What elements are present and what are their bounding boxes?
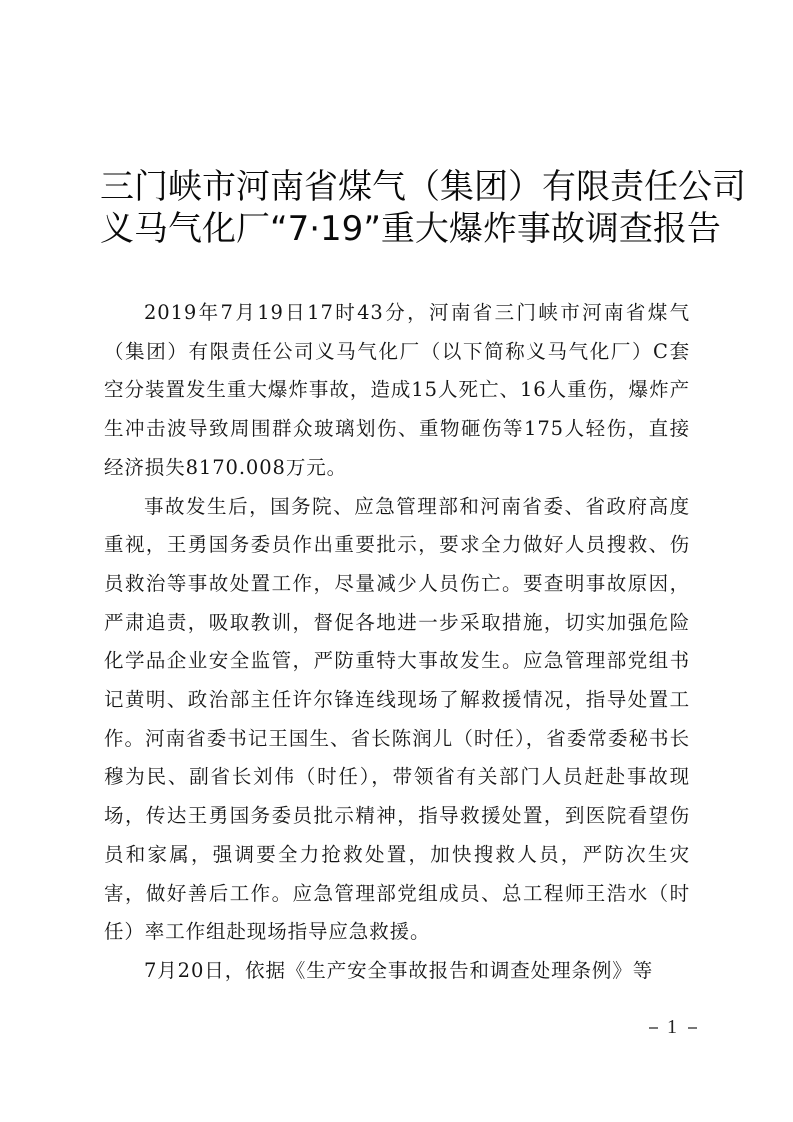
dash-right (688, 1027, 697, 1029)
title-line-1: 三门峡市河南省煤气（集团）有限责任公司 (100, 167, 746, 207)
page-number-value: 1 (667, 1016, 679, 1038)
dash-left (649, 1027, 658, 1029)
paragraph-accident-summary: 2019年7月19日17时43分，河南省三门峡市河南省煤气（集团）有限责任公司义马气化厂（以下简称义马气化厂）C套空分装置发生重大爆炸事故，造成15人死亡、16人重伤，爆炸产生冲击波导致周围群众玻璃划伤、重物砸伤等175人轻伤，直接经济损失8170.008万元。 (104, 301, 690, 479)
document-title (100, 166, 746, 250)
paragraph-emergency-response: 事故发生后，国务院、应急管理部和河南省委、省政府高度重视，王勇国务委员作出重要批示，要求全力做好人员搜救、伤员救治等事故处置工作，尽量减少人员伤亡。要查明事故原因，严肃追责，吸取教训，督促各地进一步采取措施，切实加强危险化学品企业安全监管，严防重特大事故发生。应急管理部党组书记黄明、政治部主任许尔锋连线现场了解救援情况，指导处置工作。河南省委书记王国生、省长陈润儿（时任），省委常委秘书长穆为民、副省长刘伟（时任），带领省有关部门人员赶赴事故现场，传达王勇国务委员批示精神，指导救援处置，到医院看望伤员和家属，强调要全力抢救处置，加快搜救人员，严防次生灾害，做好善后工作。应急管理部党组成员、总工程师王浩水（时任）率工作组赴现场指导应急救援。 (104, 494, 690, 944)
title-line-2: 义马气化厂“7·19”重大爆炸事故调查报告 (100, 209, 721, 249)
paragraph-investigation-start: 7月20日，依据《生产安全事故报告和调查处理条例》等 (143, 958, 654, 982)
page-number (640, 1016, 706, 1039)
document-body (104, 294, 690, 991)
